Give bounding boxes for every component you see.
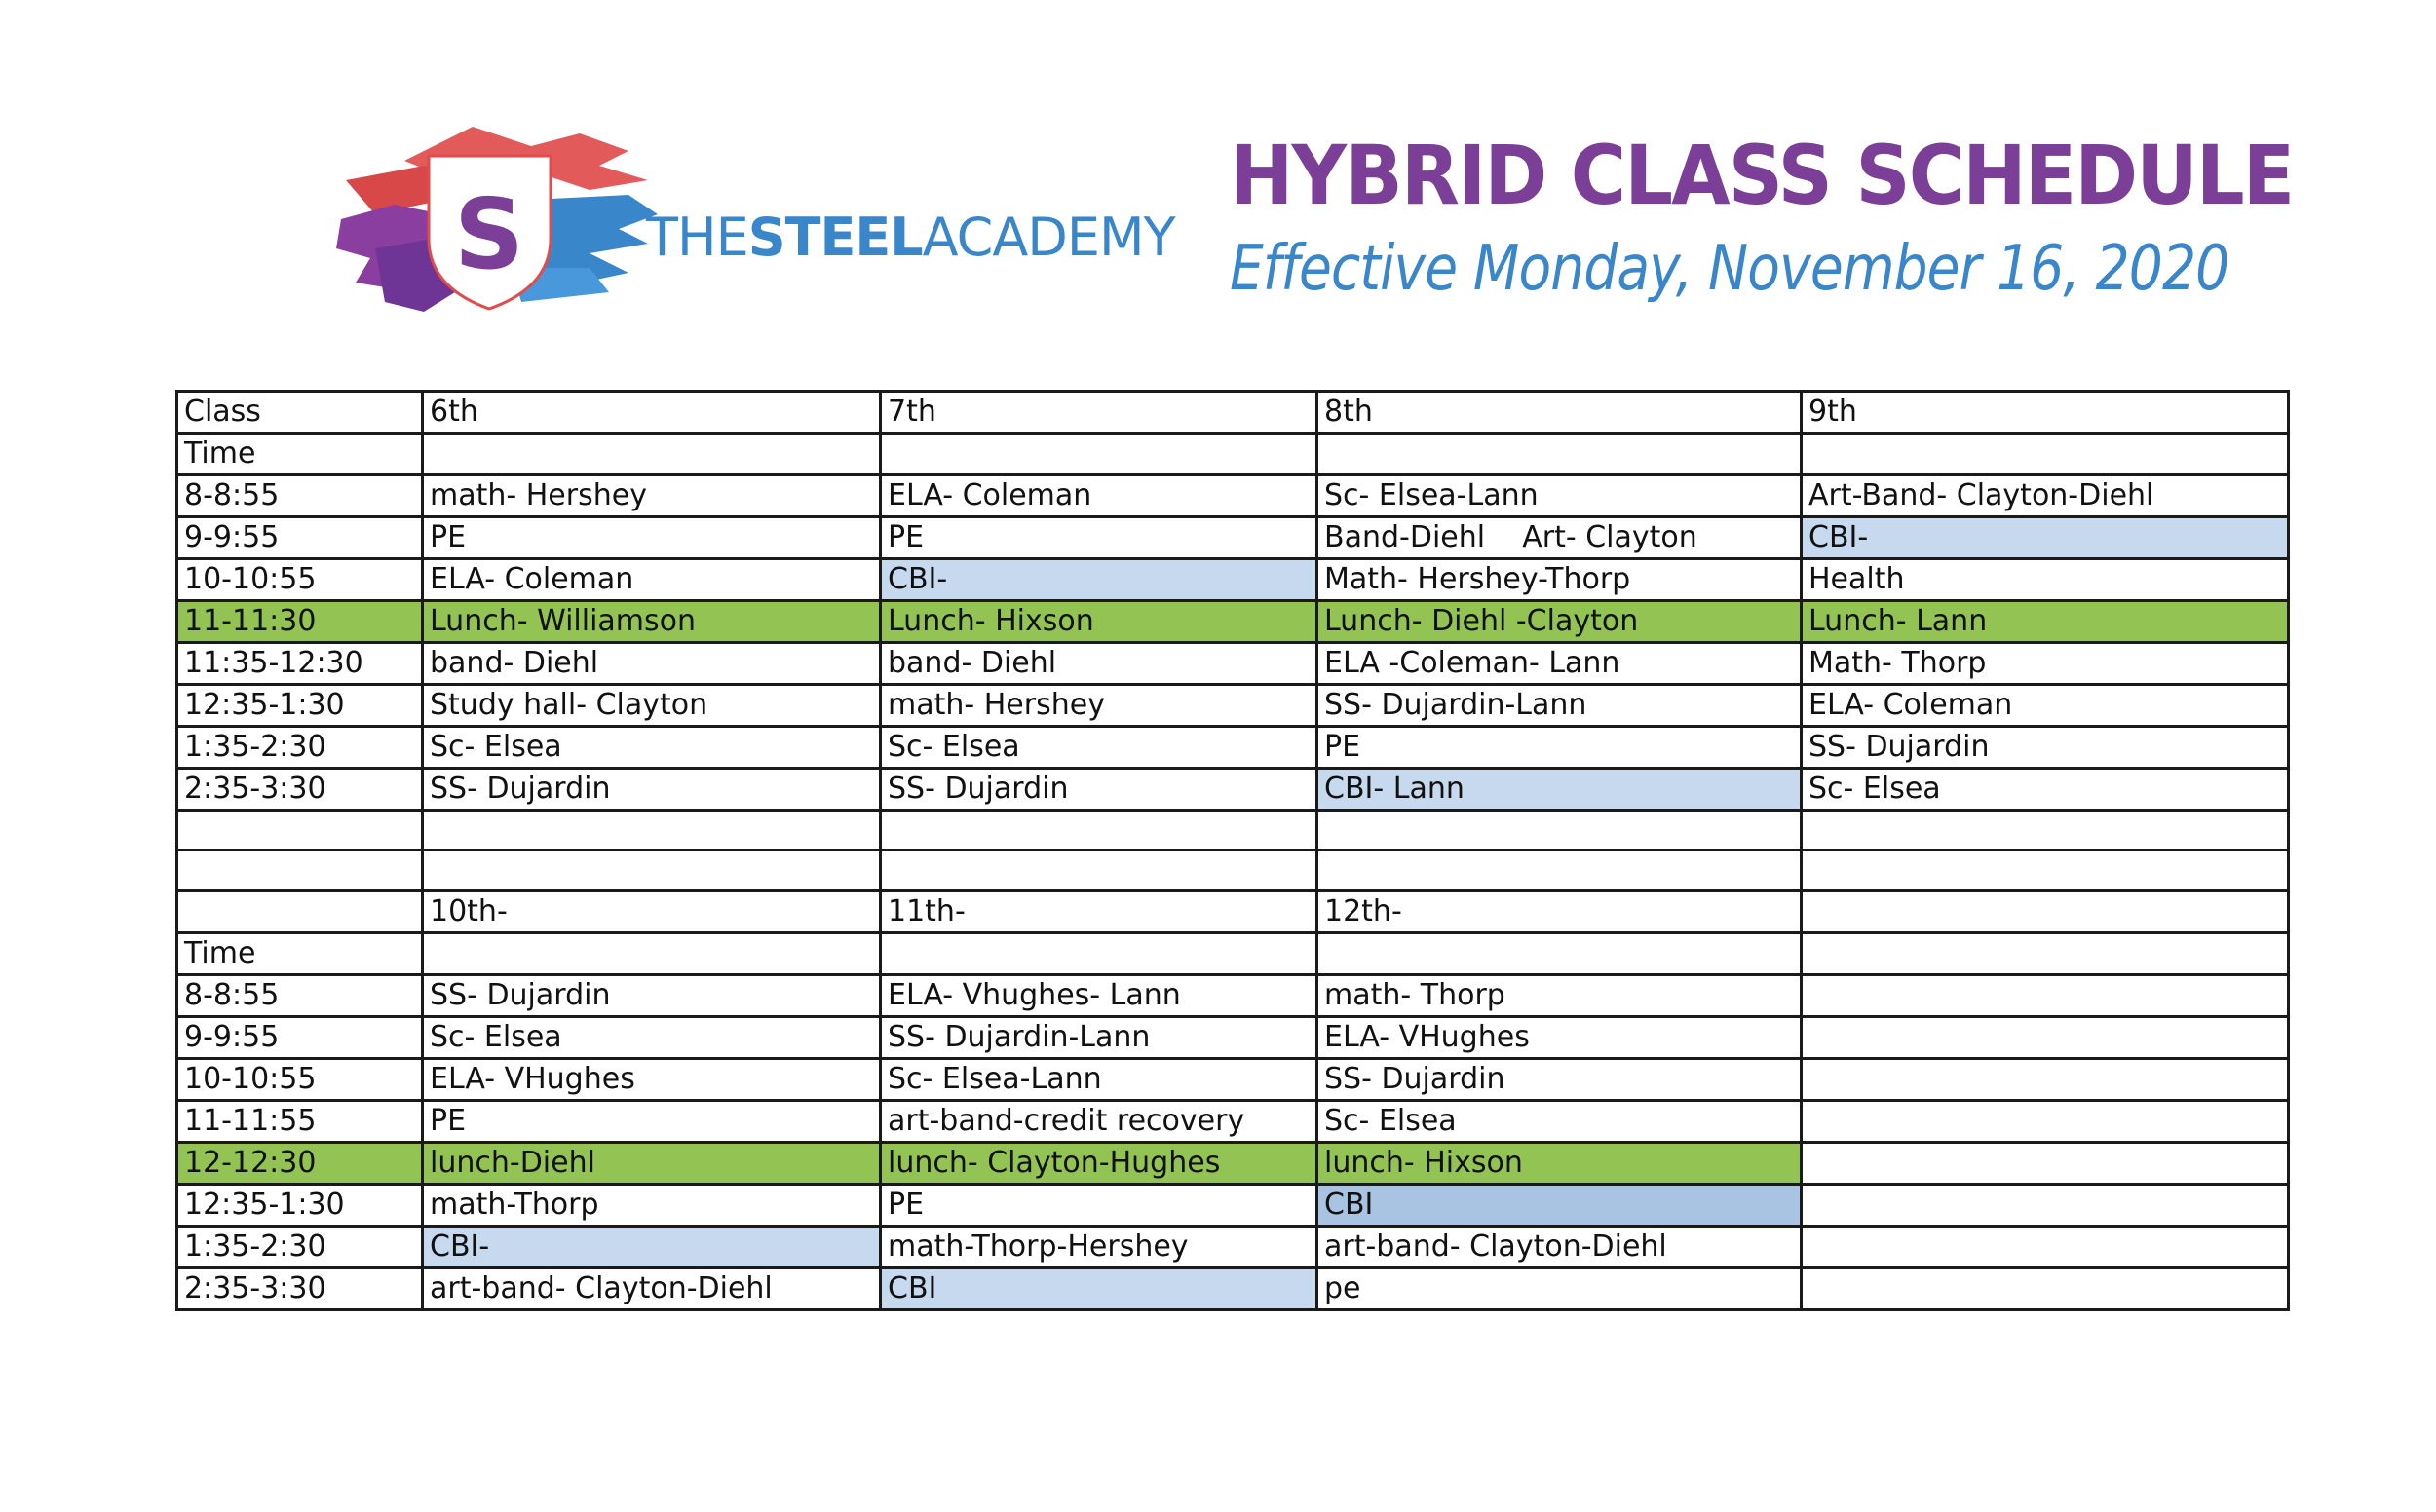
time-cell	[177, 811, 423, 850]
class-cell	[1802, 811, 2289, 850]
table-row	[177, 890, 2289, 932]
class-cell	[423, 811, 881, 850]
table-row	[177, 850, 2289, 890]
time-cell: 10-10:55	[177, 1058, 423, 1100]
class-cell	[1802, 890, 2289, 932]
class-cell	[1802, 1226, 2289, 1267]
class-cell: 11th-	[881, 890, 1317, 932]
class-cell: SS- Dujardin	[1317, 1058, 1802, 1100]
class-cell: SS- Dujardin	[423, 769, 881, 811]
shield-logo-icon	[336, 122, 658, 317]
class-cell: 10th-	[423, 890, 881, 932]
table-row	[177, 1100, 2289, 1142]
class-cell: art-band- Clayton-Diehl	[423, 1267, 881, 1309]
class-cell	[881, 811, 1317, 850]
table-row	[177, 685, 2289, 727]
class-cell: CBI-	[881, 559, 1317, 601]
class-cell: ELA- Coleman	[881, 475, 1317, 517]
class-cell: 9th	[1802, 392, 2289, 434]
table-row	[177, 475, 2289, 517]
class-cell	[881, 434, 1317, 475]
class-cell: Lunch- Diehl -Clayton	[1317, 601, 1802, 643]
class-cell: math- Thorp	[1317, 974, 1802, 1016]
class-cell: Sc- Elsea-Lann	[881, 1058, 1317, 1100]
class-cell: Band-Diehl Art- Clayton	[1317, 517, 1802, 559]
class-cell: ELA- Vhughes- Lann	[881, 974, 1317, 1016]
logo-word-steel: STEEL	[747, 207, 923, 268]
table-row	[177, 811, 2289, 850]
time-cell: Class	[177, 392, 423, 434]
time-cell: 10-10:55	[177, 559, 423, 601]
class-cell	[423, 932, 881, 974]
class-cell: lunch- Clayton-Hughes	[881, 1142, 1317, 1184]
class-cell: 6th	[423, 392, 881, 434]
class-cell: PE	[881, 1184, 1317, 1226]
class-cell: SS- Dujardin	[423, 974, 881, 1016]
class-cell: Lunch- Williamson	[423, 601, 881, 643]
class-cell: math- Hershey	[423, 475, 881, 517]
class-cell	[881, 932, 1317, 974]
class-cell: ELA -Coleman- Lann	[1317, 643, 1802, 685]
table-row	[177, 643, 2289, 685]
class-cell: PE	[1317, 727, 1802, 769]
class-cell: Study hall- Clayton	[423, 685, 881, 727]
table-row	[177, 434, 2289, 475]
class-cell: Health	[1802, 559, 2289, 601]
table-row	[177, 1184, 2289, 1226]
class-cell: CBI- Lann	[1317, 769, 1802, 811]
time-cell: 9-9:55	[177, 517, 423, 559]
class-cell	[1317, 850, 1802, 890]
class-cell	[1317, 811, 1802, 850]
class-cell	[1317, 434, 1802, 475]
class-cell: 8th	[1317, 392, 1802, 434]
time-cell: 12:35-1:30	[177, 685, 423, 727]
class-cell	[1802, 1100, 2289, 1142]
schedule-body	[177, 392, 2289, 1310]
class-cell: SS- Dujardin-Lann	[881, 1016, 1317, 1058]
class-cell: Math- Hershey-Thorp	[1317, 559, 1802, 601]
class-cell: math-Thorp-Hershey	[881, 1226, 1317, 1267]
steel-academy-logo	[336, 122, 1175, 317]
logo-word-the: THE	[646, 207, 748, 268]
class-cell: Sc- Elsea	[423, 727, 881, 769]
logo-wordmark	[646, 207, 1175, 268]
class-cell: math-Thorp	[423, 1184, 881, 1226]
class-cell: CBI	[881, 1267, 1317, 1309]
class-cell: Sc- Elsea-Lann	[1317, 475, 1802, 517]
class-cell: pe	[1317, 1267, 1802, 1309]
class-cell	[1802, 1142, 2289, 1184]
time-cell	[177, 850, 423, 890]
class-cell: SS- Dujardin	[881, 769, 1317, 811]
class-cell: math- Hershey	[881, 685, 1317, 727]
class-cell	[881, 850, 1317, 890]
class-cell: lunch- Hixson	[1317, 1142, 1802, 1184]
class-cell	[1802, 1267, 2289, 1309]
time-cell: 8-8:55	[177, 974, 423, 1016]
time-cell: 11-11:55	[177, 1100, 423, 1142]
class-cell: Sc- Elsea	[1802, 769, 2289, 811]
class-cell: ELA- VHughes	[423, 1058, 881, 1100]
page-title: HYBRID CLASS SCHEDULE	[1230, 128, 2294, 223]
table-row	[177, 727, 2289, 769]
table-row	[177, 517, 2289, 559]
logo-letter: S	[453, 177, 525, 291]
class-cell: ELA- Coleman	[423, 559, 881, 601]
class-cell: CBI-	[1802, 517, 2289, 559]
table-row	[177, 559, 2289, 601]
table-row	[177, 1142, 2289, 1184]
time-cell: Time	[177, 434, 423, 475]
table-row	[177, 392, 2289, 434]
page-subtitle: Effective Monday, November 16, 2020	[1230, 233, 2229, 305]
class-cell: PE	[423, 1100, 881, 1142]
class-cell: Sc- Elsea	[1317, 1100, 1802, 1142]
class-cell: Math- Thorp	[1802, 643, 2289, 685]
class-cell	[1802, 434, 2289, 475]
class-cell: art-band- Clayton-Diehl	[1317, 1226, 1802, 1267]
class-cell: CBI	[1317, 1184, 1802, 1226]
table-row	[177, 601, 2289, 643]
class-cell: Sc- Elsea	[423, 1016, 881, 1058]
logo-word-academy: ACADEMY	[922, 207, 1175, 268]
table-row	[177, 1267, 2289, 1309]
time-cell: 8-8:55	[177, 475, 423, 517]
class-cell: ELA- Coleman	[1802, 685, 2289, 727]
class-cell: Sc- Elsea	[881, 727, 1317, 769]
time-cell: Time	[177, 932, 423, 974]
class-cell	[423, 850, 881, 890]
class-cell: ELA- VHughes	[1317, 1016, 1802, 1058]
table-row	[177, 974, 2289, 1016]
class-cell: SS- Dujardin-Lann	[1317, 685, 1802, 727]
table-row	[177, 1058, 2289, 1100]
class-cell: SS- Dujardin	[1802, 727, 2289, 769]
class-cell: Lunch- Lann	[1802, 601, 2289, 643]
class-cell: band- Diehl	[881, 643, 1317, 685]
table-row	[177, 1226, 2289, 1267]
class-cell	[1802, 1016, 2289, 1058]
table-row	[177, 769, 2289, 811]
class-cell: PE	[881, 517, 1317, 559]
time-cell	[177, 890, 423, 932]
class-cell	[1802, 974, 2289, 1016]
class-schedule-table	[175, 390, 2290, 1311]
time-cell: 1:35-2:30	[177, 1226, 423, 1267]
class-cell	[1802, 850, 2289, 890]
class-cell: CBI-	[423, 1226, 881, 1267]
class-cell	[423, 434, 881, 475]
table-row	[177, 1016, 2289, 1058]
time-cell: 2:35-3:30	[177, 1267, 423, 1309]
class-cell	[1802, 932, 2289, 974]
class-cell: band- Diehl	[423, 643, 881, 685]
table-row	[177, 932, 2289, 974]
class-cell: 7th	[881, 392, 1317, 434]
class-cell	[1317, 932, 1802, 974]
class-cell: Lunch- Hixson	[881, 601, 1317, 643]
time-cell: 12:35-1:30	[177, 1184, 423, 1226]
time-cell: 1:35-2:30	[177, 727, 423, 769]
time-cell: 12-12:30	[177, 1142, 423, 1184]
class-cell: art-band-credit recovery	[881, 1100, 1317, 1142]
class-cell: 12th-	[1317, 890, 1802, 932]
class-cell: PE	[423, 517, 881, 559]
class-cell: lunch-Diehl	[423, 1142, 881, 1184]
time-cell: 11-11:30	[177, 601, 423, 643]
class-cell	[1802, 1184, 2289, 1226]
time-cell: 2:35-3:30	[177, 769, 423, 811]
class-cell: Art-Band- Clayton-Diehl	[1802, 475, 2289, 517]
class-cell	[1802, 1058, 2289, 1100]
time-cell: 9-9:55	[177, 1016, 423, 1058]
time-cell: 11:35-12:30	[177, 643, 423, 685]
